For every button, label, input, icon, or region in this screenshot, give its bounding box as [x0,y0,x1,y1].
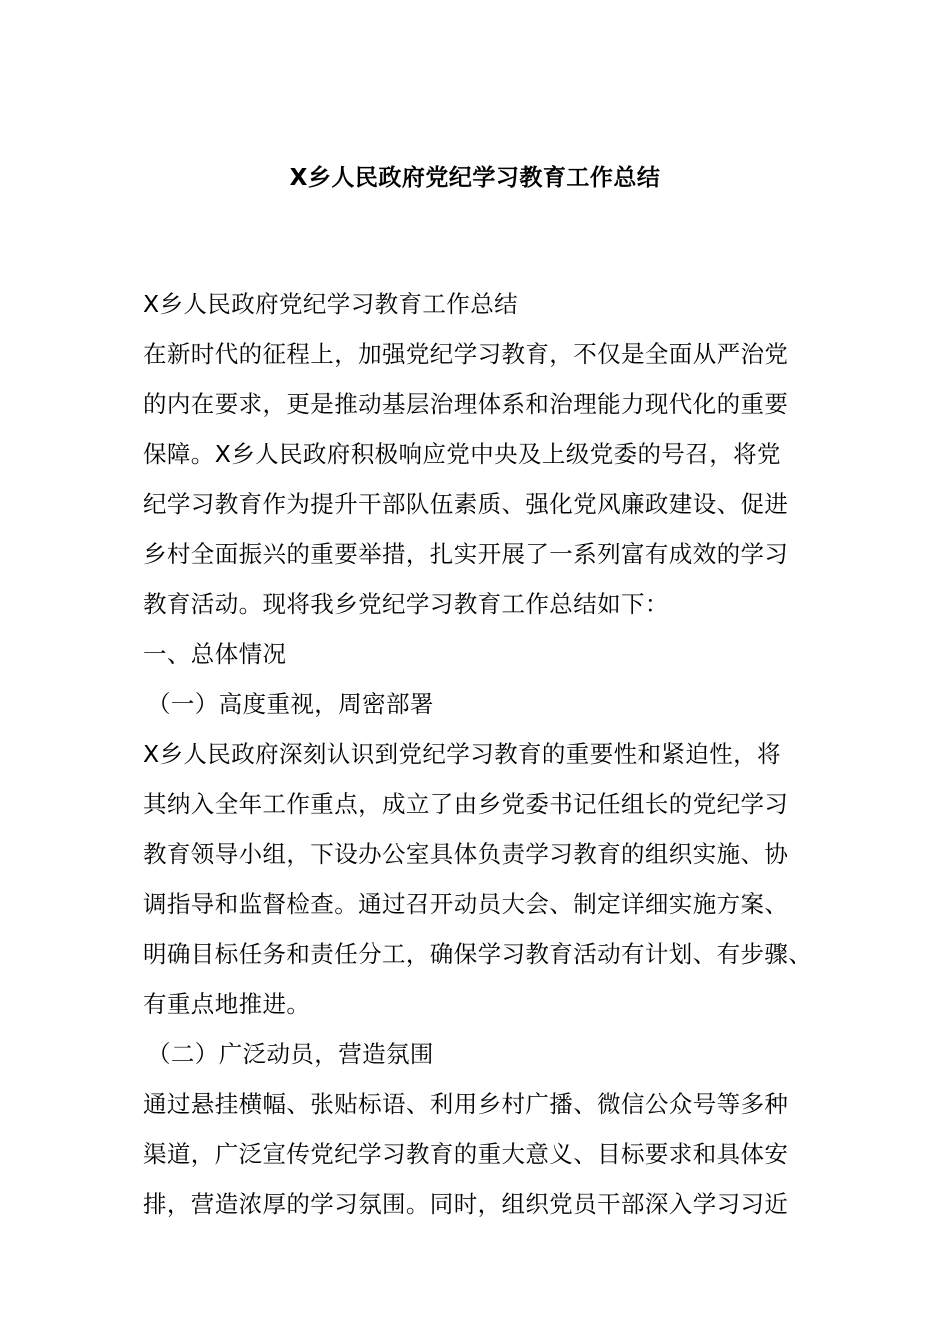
subsection-heading: （一）高度重视，周密部署 [147,690,434,718]
document-body [143,279,833,1229]
body-line: 纪学习教育作为提升干部队伍素质、强化党风廉政建设、促进 [143,490,789,518]
body-line: 教育领导小组，下设办公室具体负责学习教育的组织实施、协 [143,840,789,868]
body-line: X乡人民政府深刻认识到党纪学习教育的重要性和紧迫性，将 [143,740,781,768]
body-line: 明确目标任务和责任分工，确保学习教育活动有计划、有步骤、 [143,940,813,968]
body-line: 调指导和监督检查。通过召开动员大会、制定详细实施方案、 [143,890,789,918]
subsection-heading: （二）广泛动员，营造氛围 [147,1040,434,1068]
body-line: 在新时代的征程上，加强党纪学习教育，不仅是全面从严治党 [143,340,789,368]
body-line: 有重点地推进。 [143,990,311,1018]
body-line: 渠道，广泛宣传党纪学习教育的重大意义、目标要求和具体安 [143,1140,789,1168]
body-line-inner-title: X乡人民政府党纪学习教育工作总结 [143,290,518,318]
body-line: 其纳入全年工作重点，成立了由乡党委书记任组长的党纪学习 [143,790,789,818]
body-line: 通过悬挂横幅、张贴标语、利用乡村广播、微信公众号等多种 [143,1090,789,1118]
body-line: 的内在要求，更是推动基层治理体系和治理能力现代化的重要 [143,390,789,418]
body-line: 排，营造浓厚的学习氛围。同时，组织党员干部深入学习习近 [143,1190,789,1218]
body-line: 教育活动。现将我乡党纪学习教育工作总结如下： [143,590,669,618]
section-heading: 一、总体情况 [143,640,287,668]
body-line: 乡村全面振兴的重要举措，扎实开展了一系列富有成效的学习 [143,540,789,568]
document-title: X乡人民政府党纪学习教育工作总结 [289,165,661,191]
body-line: 保障。X乡人民政府积极响应党中央及上级党委的号召，将党 [143,440,781,468]
